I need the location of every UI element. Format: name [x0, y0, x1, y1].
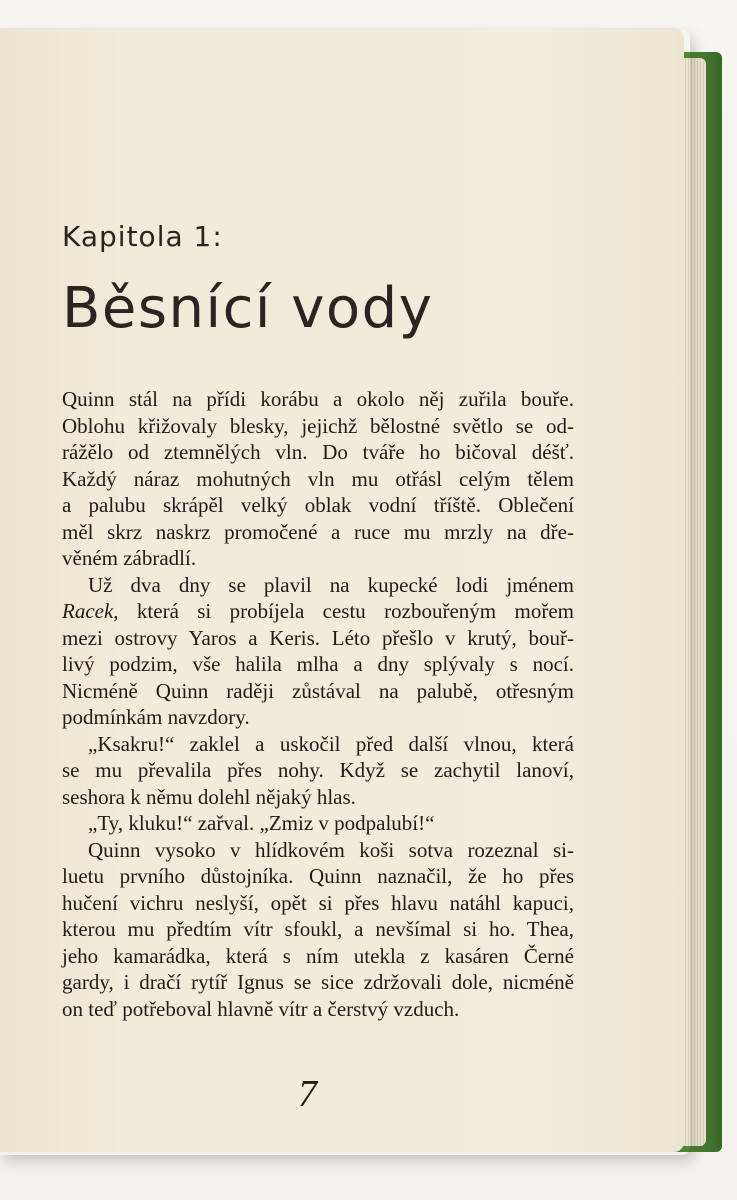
- chapter-label: Kapitola 1:: [62, 220, 223, 253]
- ship-name: Racek: [62, 599, 114, 623]
- text-line: Každý náraz mohutných vln mu otřásl celým tělem: [62, 466, 574, 491]
- text-line: mezi ostrovy Yaros a Keris. Léto přešlo v krutý, bouř-: [62, 625, 574, 650]
- text-line: hučení vichru neslyší, opět si přes hlavu natáhl kapuci,: [62, 890, 574, 915]
- text-line: jeho kamarádka, která s ním utekla z kasáren Černé: [62, 943, 574, 968]
- text-line: [62, 598, 574, 625]
- text-line: livý podzim, vše halila mlha a dny splývaly s nocí.: [62, 652, 574, 676]
- text-line: věném zábradlí.: [62, 546, 197, 570]
- text-line: gardy, i dračí rytíř Ignus se sice zdržovali dole, nicméně: [62, 970, 574, 994]
- text-line: seshora k němu dolehl nějaký hlas.: [62, 784, 356, 809]
- text-line: Quinn stál na přídi korábu a okolo něj zuřila bouře.: [62, 387, 574, 411]
- text-line: a palubu skrápěl velký oblak vodní tříště. Oblečení: [62, 493, 574, 517]
- text-line-rest: , která si probíjela cestu rozbouřeným mořem: [113, 599, 574, 623]
- text-line: rážělo od ztemnělých vln. Do tváře ho bičoval déšť.: [62, 440, 574, 464]
- text-line: Oblohu křižovaly blesky, jejichž bělostné světlo se od-: [62, 413, 574, 438]
- text-line: Nicméně Quinn raději zůstával na palubě, otřesným: [62, 678, 574, 703]
- page-number: 7: [298, 1073, 317, 1115]
- text-line: luetu prvního důstojníka. Quinn naznačil, že ho přes: [62, 864, 574, 888]
- text-line: „Ksakru!“ zaklel a uskočil před další vlnou, která: [88, 731, 574, 756]
- text-line: „Ty, kluku!“ zařval. „Zmiz v podpalubí!“: [88, 811, 435, 835]
- text-line: měl skrz naskrz promočené a ruce mu mrzly na dře-: [62, 519, 574, 544]
- text-line: Už dva dny se plavil na kupecké lodi jménem: [88, 572, 574, 597]
- text-line: Quinn vysoko v hlídkovém koši sotva rozeznal si-: [88, 837, 574, 862]
- chapter-title: Běsnící vody: [62, 276, 434, 341]
- text-line: se mu převalila přes nohy. Když se zachytil lanoví,: [62, 758, 574, 782]
- text-line: kterou mu předtím vítr sfoukl, a nevšímal si ho. Thea,: [62, 917, 574, 941]
- text-line: on teď potřeboval hlavně vítr a čerstvý vzduch.: [62, 996, 460, 1021]
- body-text: [62, 386, 574, 1022]
- book-page: [0, 28, 684, 1152]
- text-line: podmínkám navzdory.: [62, 705, 250, 729]
